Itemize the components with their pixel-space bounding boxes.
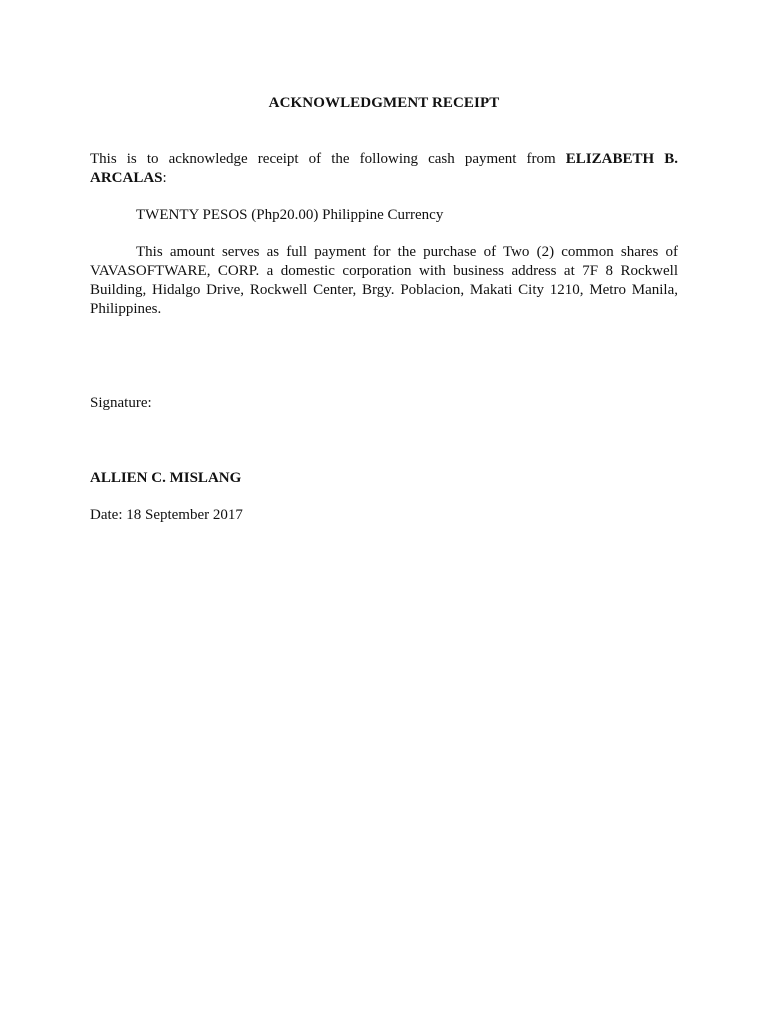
document-content [90,94,678,525]
amount-paragraph: TWENTY PESOS (Php20.00) Philippine Currency [136,207,444,223]
intro-text: This is to acknowledge receipt of the following cash payment from [90,151,566,167]
signature-label: Signature: [90,395,152,411]
document-title: ACKNOWLEDGMENT RECEIPT [268,95,500,111]
intro-paragraph [90,150,678,188]
intro-colon: : [162,170,167,186]
payer-name: ELIZABETH B. ARCALAS [90,151,679,186]
signatory-name: ALLIEN C. MISLANG [90,470,242,486]
purchase-details-paragraph: This amount serves as full payment for the purchase of Two (2) common shares of VAVASOFTWARE, CORP. a domestic corporation with business address at 7F 8 Rockwell Building, Hidalgo Drive, Rockwell Center, Brgy. Poblacion, Makati City 1210, Metro Manila, Philippines. [90,244,678,317]
receipt-date: Date: 18 September 2017 [90,507,243,523]
